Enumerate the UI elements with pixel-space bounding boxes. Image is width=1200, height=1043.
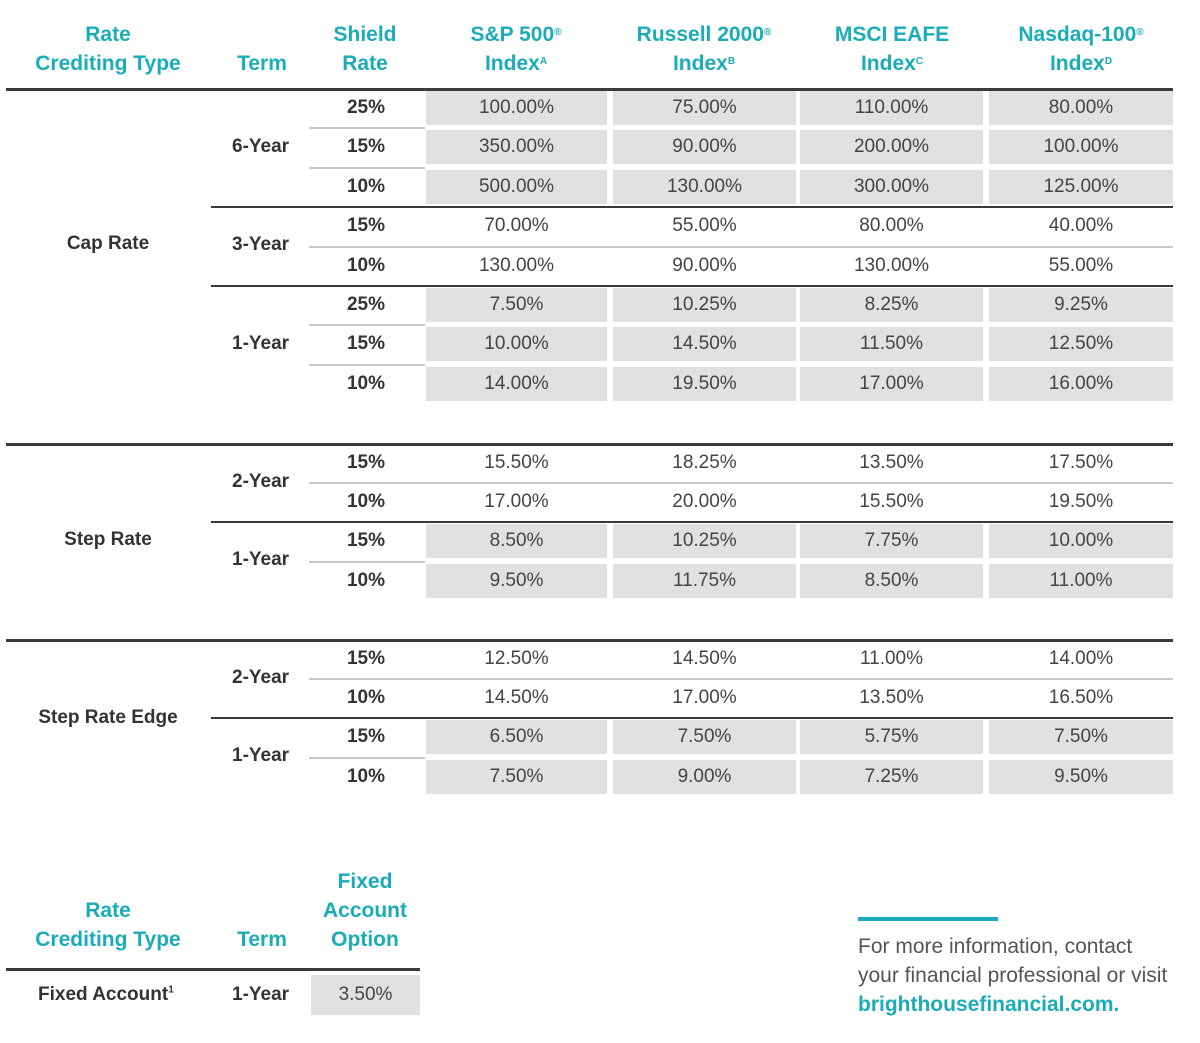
rate-cell: 80.00% (989, 91, 1173, 125)
rate-cell: 13.50% (859, 687, 924, 708)
rate-cell: 14.50% (613, 327, 796, 361)
shield-rate: 15% (346, 215, 386, 236)
registered-mark: ® (554, 27, 562, 38)
fixed-account-term: 1-Year (232, 984, 290, 1005)
term-divider (211, 521, 1173, 523)
header-index-sp500 (426, 20, 606, 78)
rate-cell: 14.00% (1048, 648, 1114, 669)
rate-cell: 80.00% (859, 215, 924, 236)
rate-cell: 11.50% (800, 327, 983, 361)
row-divider (309, 561, 425, 563)
info-text (858, 932, 1167, 1019)
index-word: Index (860, 52, 916, 75)
registered-mark: ® (1136, 27, 1144, 38)
rate-cell: 20.00% (672, 491, 737, 512)
rate-cell: 55.00% (1048, 255, 1114, 276)
fixed-account-type: Fixed Account (38, 984, 169, 1005)
rate-cell: 19.50% (613, 367, 796, 401)
rate-cell: 40.00% (1048, 215, 1114, 236)
rate-cell: 130.00% (478, 255, 554, 276)
rate-cell: 10.25% (613, 288, 796, 322)
index-word: Index (1049, 52, 1105, 75)
shield-rate: 15% (346, 136, 386, 157)
row-divider (309, 364, 425, 366)
term-divider (211, 285, 1173, 287)
header-term: Term (237, 52, 287, 75)
rate-cell: 70.00% (484, 215, 549, 236)
rate-cell: 18.25% (672, 452, 737, 473)
term-label: 2-Year (232, 470, 290, 492)
term-label: 1-Year (232, 332, 290, 354)
shield-rate: 10% (346, 176, 386, 197)
index-word: Index (672, 52, 728, 75)
header-crediting-type-line2: Crediting Type (35, 52, 181, 75)
index-name: S&P 500 (470, 23, 555, 46)
header-rate-line1: Rate (85, 23, 131, 46)
header-index-russell2000 (614, 20, 794, 78)
fixed-header-rate-line1: Rate (85, 899, 131, 922)
rate-cell: 16.00% (989, 367, 1173, 401)
row-divider (309, 678, 1173, 680)
rate-cell: 17.00% (484, 491, 549, 512)
rate-cell: 7.25% (800, 760, 983, 794)
rate-cell: 17.50% (1048, 452, 1114, 473)
header-shield-line1: Shield (333, 23, 397, 46)
term-label: 3-Year (232, 234, 290, 255)
footnote-marker: D (1104, 56, 1113, 67)
rate-cell: 13.50% (859, 452, 924, 473)
rate-cell: 8.25% (800, 288, 983, 322)
rate-cell: 16.50% (1048, 687, 1114, 708)
fixed-header-crediting-type-line2: Crediting Type (35, 928, 181, 951)
fixed-header-rate-crediting-type (18, 896, 198, 954)
rate-cell: 10.00% (989, 524, 1173, 558)
header-rate-line2: Rate (342, 52, 388, 75)
rate-cell: 7.50% (426, 288, 607, 322)
shield-rate: 15% (346, 648, 386, 669)
fixed-header-option-line3: Option (331, 928, 399, 951)
shield-rate: 10% (346, 687, 386, 708)
rate-cell: 14.50% (672, 648, 737, 669)
term-label: 2-Year (232, 666, 290, 688)
shield-rate: 15% (346, 333, 386, 354)
header-shield-rate (310, 20, 420, 78)
rate-cell: 90.00% (672, 255, 737, 276)
rate-cell: 12.50% (484, 648, 549, 669)
rate-cell: 9.25% (989, 288, 1173, 322)
rate-cell: 5.75% (800, 720, 983, 754)
rate-cell: 9.00% (613, 760, 796, 794)
row-divider (309, 246, 1173, 248)
shield-rate: 10% (346, 373, 386, 394)
registered-mark: ® (763, 27, 772, 38)
fixed-header-rule (6, 968, 420, 971)
header-rate-crediting-type (18, 20, 198, 78)
rate-cell: 9.50% (989, 760, 1173, 794)
rate-cell: 10.00% (426, 327, 607, 361)
shield-rate: 25% (346, 97, 386, 118)
fixed-header-account-option (310, 867, 420, 954)
rate-cell: 17.00% (672, 687, 737, 708)
rate-cell: 75.00% (613, 91, 796, 125)
rate-cell: 8.50% (426, 524, 607, 558)
rate-cell: 8.50% (800, 564, 983, 598)
header-index-nasdaq100 (990, 20, 1172, 78)
row-divider (309, 167, 425, 169)
rate-cell: 110.00% (800, 91, 983, 125)
fixed-header-term: Term (237, 928, 287, 951)
rate-cell: 19.50% (1048, 491, 1114, 512)
fixed-account-rate: 3.50% (311, 975, 420, 1015)
rate-cell: 350.00% (426, 130, 607, 164)
info-line-1: For more information, contact (858, 935, 1133, 958)
term-label: 6-Year (232, 135, 290, 157)
rate-cell: 100.00% (426, 91, 607, 125)
shield-rate: 25% (346, 294, 386, 315)
term-label: 1-Year (232, 745, 290, 766)
rate-cell: 125.00% (989, 170, 1173, 204)
rate-cell: 9.50% (426, 564, 607, 598)
rate-cell: 11.75% (613, 564, 796, 598)
rate-cell: 300.00% (800, 170, 983, 204)
shield-rate: 10% (346, 570, 386, 591)
footnote-marker: B (727, 56, 736, 67)
rate-cell: 7.50% (426, 760, 607, 794)
rate-cell: 100.00% (989, 130, 1173, 164)
shield-rate: 15% (346, 726, 386, 747)
row-divider (309, 757, 425, 759)
shield-rate: 10% (346, 255, 386, 276)
accent-bar (858, 917, 998, 921)
index-word: Index (484, 52, 540, 75)
index-name: MSCI EAFE (834, 23, 950, 46)
rate-cell: 55.00% (672, 215, 737, 236)
shield-rate: 15% (346, 530, 386, 551)
row-divider (309, 482, 1173, 484)
rate-cell: 6.50% (426, 720, 607, 754)
rate-cell: 90.00% (613, 130, 796, 164)
rate-cell: 14.50% (484, 687, 549, 708)
rate-cell: 500.00% (426, 170, 607, 204)
term-divider (211, 717, 1173, 719)
row-divider (309, 127, 425, 129)
info-line-2: your financial professional or visit (858, 964, 1168, 987)
rate-cell: 130.00% (853, 255, 929, 276)
rate-cell: 7.50% (613, 720, 796, 754)
website-link[interactable]: brighthousefinancial.com. (858, 993, 1120, 1016)
fixed-account-label (38, 984, 174, 1006)
footnote-marker: 1 (168, 984, 174, 996)
fixed-header-option-line2: Account (323, 899, 407, 922)
rate-cell: 7.50% (989, 720, 1173, 754)
rate-cell: 200.00% (800, 130, 983, 164)
index-name: Russell 2000 (636, 23, 764, 46)
rate-cell: 17.00% (800, 367, 983, 401)
rate-cell: 12.50% (989, 327, 1173, 361)
rate-cell: 10.25% (613, 524, 796, 558)
rate-cell: 7.75% (800, 524, 983, 558)
rate-cell: 130.00% (613, 170, 796, 204)
term-divider (211, 206, 1173, 208)
rate-cell: 15.50% (484, 452, 549, 473)
section-type-label: Step Rate (64, 529, 152, 550)
shield-rate: 10% (346, 766, 386, 787)
term-label: 1-Year (232, 549, 290, 570)
rate-cell: 15.50% (859, 491, 924, 512)
fixed-header-option-line1: Fixed (337, 870, 393, 893)
row-divider (309, 324, 425, 326)
footnote-marker: C (915, 56, 924, 67)
shield-rate: 15% (346, 452, 386, 473)
rate-cell: 14.00% (426, 367, 607, 401)
section-type-label: Step Rate Edge (38, 707, 178, 728)
footnote-marker: A (539, 56, 548, 67)
rate-cell: 11.00% (989, 564, 1173, 598)
rate-cell: 11.00% (859, 648, 924, 669)
section-type-label: Cap Rate (66, 233, 150, 254)
shield-rate: 10% (346, 491, 386, 512)
header-index-msci-eafe (802, 20, 982, 78)
index-name: Nasdaq-100 (1018, 23, 1137, 46)
